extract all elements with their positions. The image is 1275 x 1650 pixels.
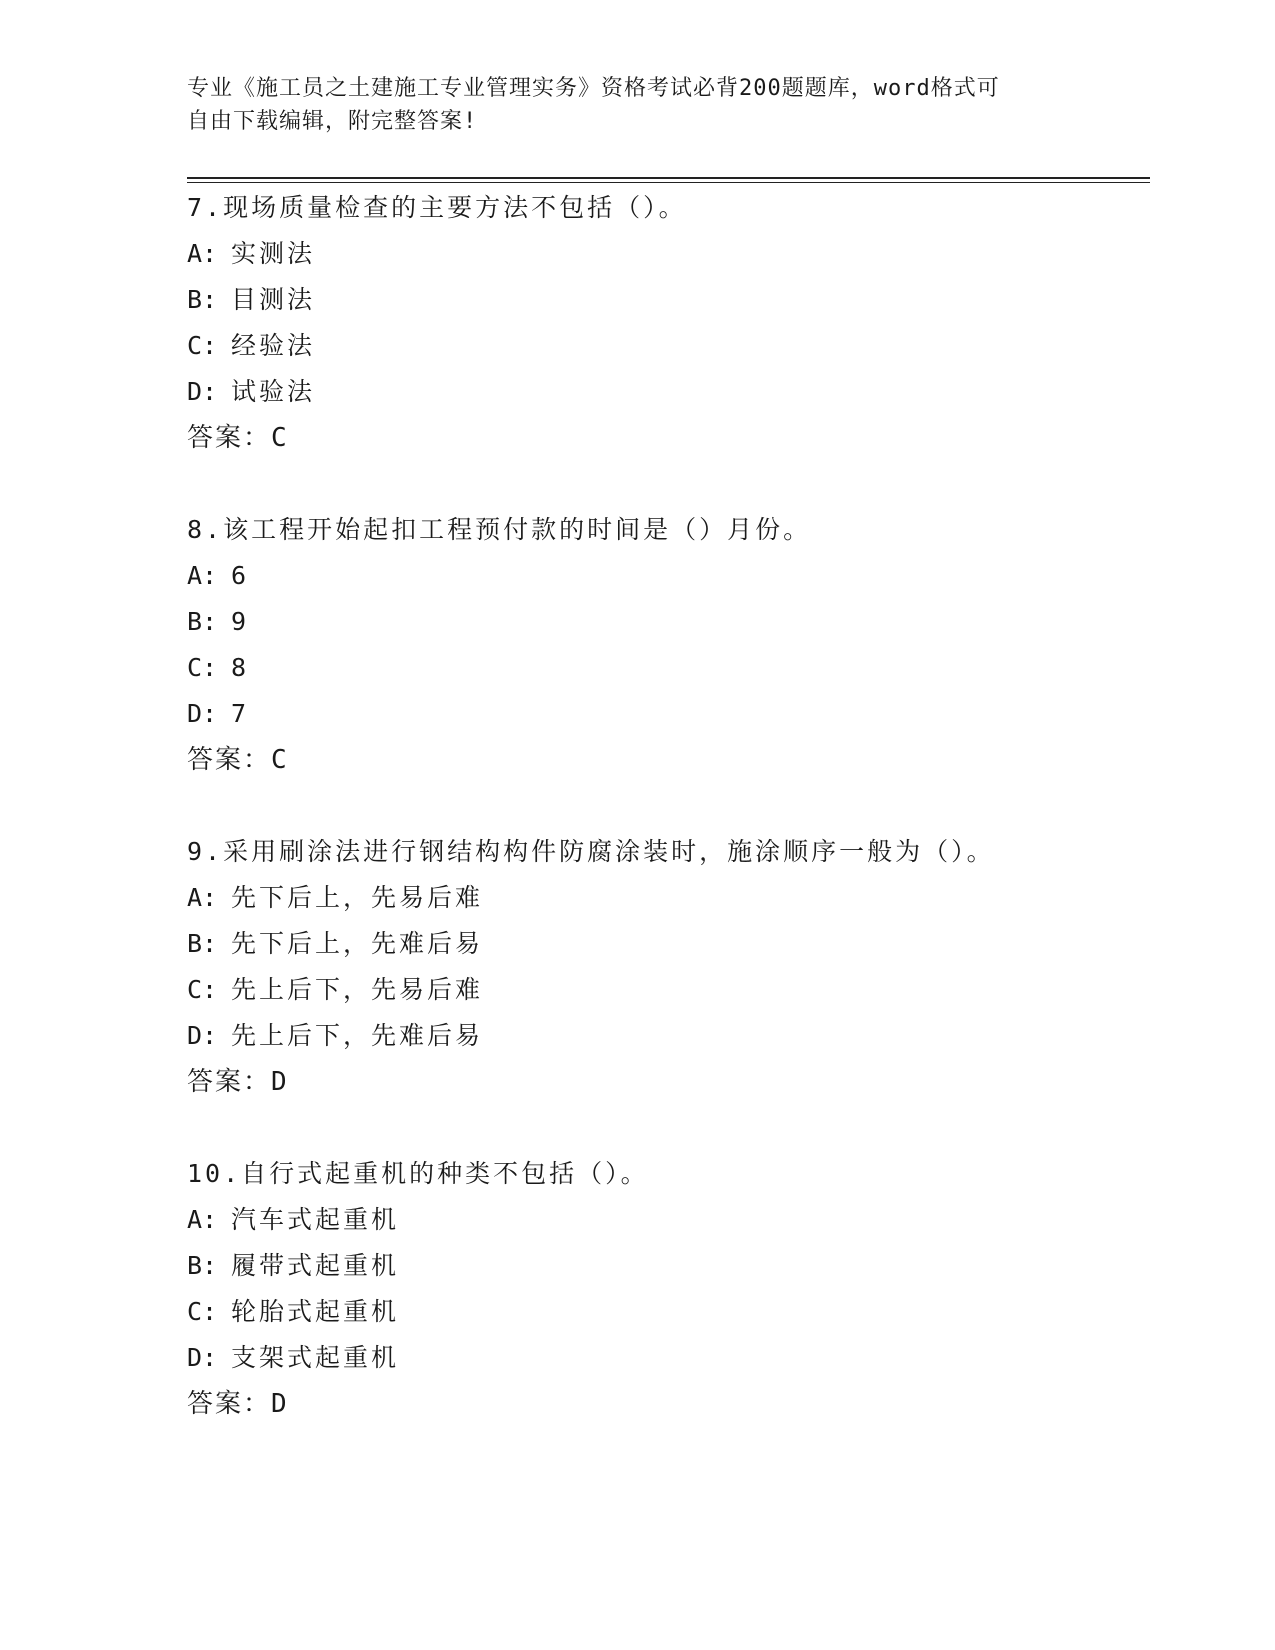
option-letter: A: <box>187 561 218 590</box>
header-line-2: 自由下载编辑，附完整答案! <box>187 109 478 134</box>
option-text: 先上后下，先易后难 <box>231 975 484 1004</box>
option-letter: C: <box>187 1297 218 1326</box>
document-header <box>187 72 1067 138</box>
option-text: 8 <box>231 653 250 682</box>
option-text: 目测法 <box>231 285 316 314</box>
option-text: 先下后上，先难后易 <box>231 929 484 958</box>
option-text: 6 <box>231 561 250 590</box>
option-letter: C: <box>187 975 218 1004</box>
option-text: 支架式起重机 <box>231 1343 400 1372</box>
question-block <box>187 829 1147 1105</box>
answer-value: D <box>271 1389 287 1419</box>
option-letter: D: <box>187 1021 218 1050</box>
question-stem: 9.采用刷涂法进行钢结构构件防腐涂装时，施涂顺序一般为（）。 <box>187 837 995 866</box>
header-divider-thin <box>187 182 1150 183</box>
option-text: 汽车式起重机 <box>231 1205 400 1234</box>
question-block <box>187 507 1147 783</box>
answer-label: 答案： <box>187 1389 272 1419</box>
option-d <box>187 691 1147 737</box>
option-text: 试验法 <box>231 377 316 406</box>
option-text: 实测法 <box>231 239 316 268</box>
option-letter: B: <box>187 1251 218 1280</box>
option-a <box>187 875 1147 921</box>
option-c <box>187 1289 1147 1335</box>
option-a <box>187 553 1147 599</box>
option-text: 先上后下，先难后易 <box>231 1021 484 1050</box>
option-letter: C: <box>187 653 218 682</box>
answer-line <box>187 1381 1147 1427</box>
answer-line <box>187 737 1147 783</box>
answer-value: C <box>271 423 287 453</box>
option-d <box>187 369 1147 415</box>
option-text: 7 <box>231 699 250 728</box>
option-letter: A: <box>187 239 218 268</box>
option-d <box>187 1335 1147 1381</box>
question-block <box>187 185 1147 461</box>
option-letter: B: <box>187 285 218 314</box>
option-a <box>187 231 1147 277</box>
option-text: 履带式起重机 <box>231 1251 400 1280</box>
option-b <box>187 921 1147 967</box>
option-letter: A: <box>187 1205 218 1234</box>
answer-line <box>187 415 1147 461</box>
answer-value: C <box>271 745 287 775</box>
option-b <box>187 277 1147 323</box>
answer-line <box>187 1059 1147 1105</box>
header-divider-thick <box>187 177 1150 179</box>
option-letter: B: <box>187 607 218 636</box>
option-b <box>187 599 1147 645</box>
option-c <box>187 323 1147 369</box>
question-stem: 10.自行式起重机的种类不包括（）。 <box>187 1159 649 1188</box>
option-c <box>187 645 1147 691</box>
answer-label: 答案： <box>187 1067 272 1097</box>
option-letter: B: <box>187 929 218 958</box>
option-b <box>187 1243 1147 1289</box>
question-stem: 8.该工程开始起扣工程预付款的时间是（）月份。 <box>187 515 812 544</box>
option-c <box>187 967 1147 1013</box>
option-a <box>187 1197 1147 1243</box>
option-letter: D: <box>187 699 218 728</box>
option-letter: C: <box>187 331 218 360</box>
option-text: 先下后上，先易后难 <box>231 883 484 912</box>
option-text: 轮胎式起重机 <box>231 1297 400 1326</box>
option-letter: D: <box>187 377 218 406</box>
option-text: 经验法 <box>231 331 316 360</box>
answer-label: 答案： <box>187 745 272 775</box>
answer-label: 答案： <box>187 423 272 453</box>
option-letter: A: <box>187 883 218 912</box>
question-block <box>187 1151 1147 1427</box>
option-text: 9 <box>231 607 250 636</box>
answer-value: D <box>271 1067 287 1097</box>
option-d <box>187 1013 1147 1059</box>
option-letter: D: <box>187 1343 218 1372</box>
header-line-1: 专业《施工员之土建施工专业管理实务》资格考试必背200题题库，word格式可 <box>187 76 1000 101</box>
question-stem: 7.现场质量检查的主要方法不包括（）。 <box>187 193 687 222</box>
